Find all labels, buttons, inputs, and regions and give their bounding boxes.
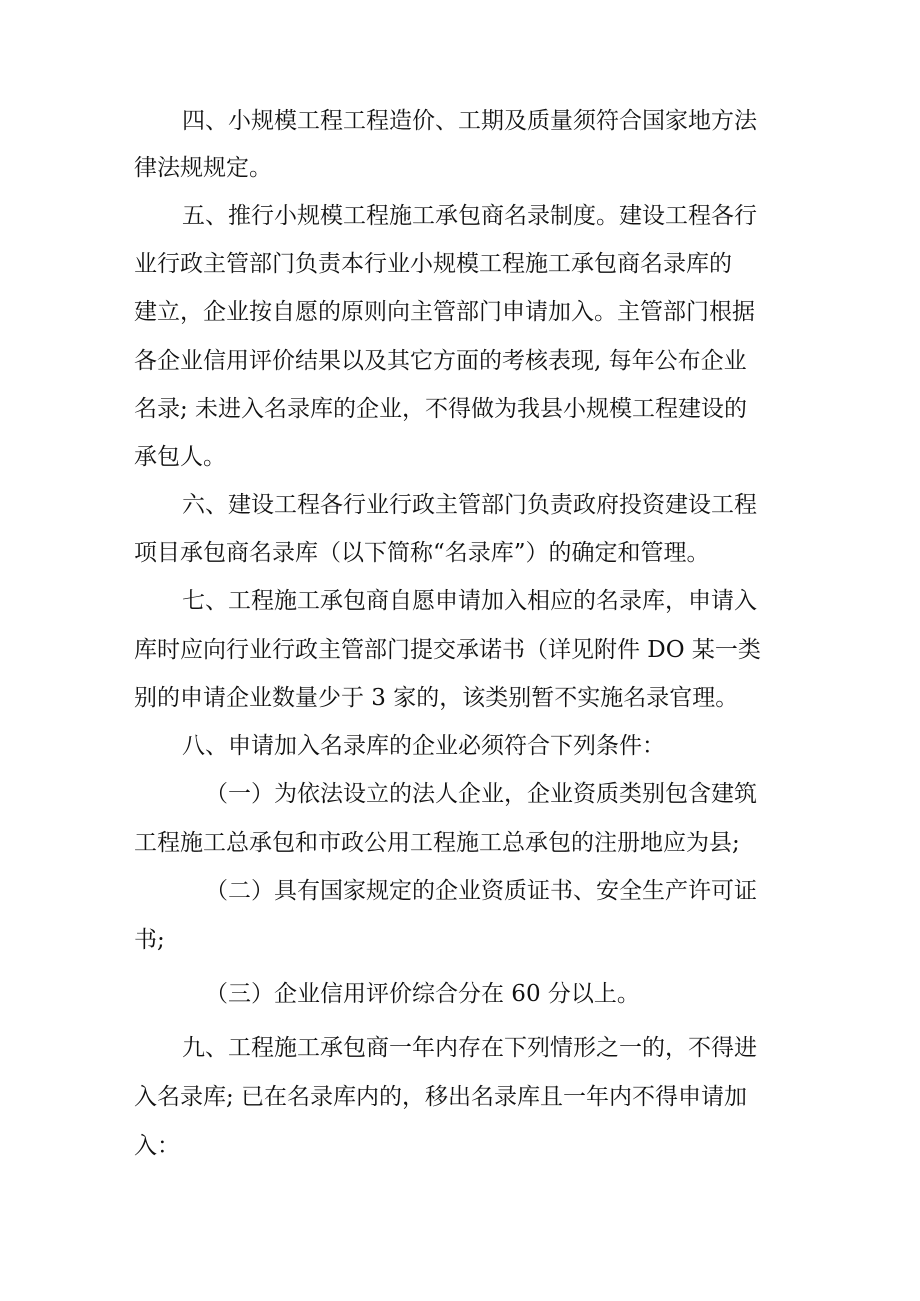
paragraph-line: 库时应向行业行政主管部门提交承诺书（详见附件 DO 某一类 bbox=[134, 637, 761, 663]
paragraph-line: 名录; 未进入名录库的企业，不得做为我县小规模工程建设的 bbox=[134, 396, 748, 422]
paragraph-line: 项目承包商名录库（以下简称“名录库”）的确定和管理。 bbox=[134, 540, 710, 566]
paragraph-line: 五、推行小规模工程施工承包商名录制度。建设工程各行 bbox=[182, 203, 757, 229]
paragraph-line: 入： bbox=[134, 1133, 180, 1159]
paragraph-line: 八、申请加入名录库的企业必须符合下列条件： bbox=[182, 733, 665, 759]
paragraph-line: 七、工程施工承包商自愿申请加入相应的名录库，申请入 bbox=[182, 588, 757, 614]
paragraph-line: （一）为依法设立的法人企业，企业资质类别包含建筑 bbox=[205, 781, 757, 807]
paragraph-line: 六、建设工程各行业行政主管部门负责政府投资建设工程 bbox=[182, 492, 757, 518]
paragraph-line: 承包人。 bbox=[134, 444, 226, 470]
paragraph-line: 入名录库; 已在名录库内的，移出名录库且一年内不得申请加 bbox=[134, 1084, 748, 1110]
paragraph-line: （三）企业信用评价综合分在 60 分以上。 bbox=[205, 981, 640, 1007]
paragraph-line: 各企业信用评价结果以及其它方面的考核表现, 每年公布企业 bbox=[134, 348, 747, 374]
paragraph-line: 九、工程施工承包商一年内存在下列情形之一的，不得进 bbox=[182, 1035, 757, 1061]
paragraph-line: 书; bbox=[134, 927, 165, 953]
paragraph-line: 建立，企业按自愿的原则向主管部门申请加入。主管部门根据 bbox=[134, 299, 755, 325]
paragraph-line: 业行政主管部门负责本行业小规模工程施工承包商名录库的 bbox=[134, 251, 732, 277]
paragraph-line: 别的申请企业数量少于 3 家的，该类别暂不实施名录官理。 bbox=[134, 685, 739, 711]
paragraph-line: 律法规规定。 bbox=[134, 155, 272, 181]
paragraph-line: （二）具有国家规定的企业资质证书、安全生产许可证 bbox=[205, 878, 757, 904]
paragraph-line: 工程施工总承包和市政公用工程施工总承包的注册地应为县; bbox=[134, 830, 740, 856]
paragraph-line: 四、小规模工程工程造价、工期及质量须符合国家地方法 bbox=[182, 108, 757, 134]
